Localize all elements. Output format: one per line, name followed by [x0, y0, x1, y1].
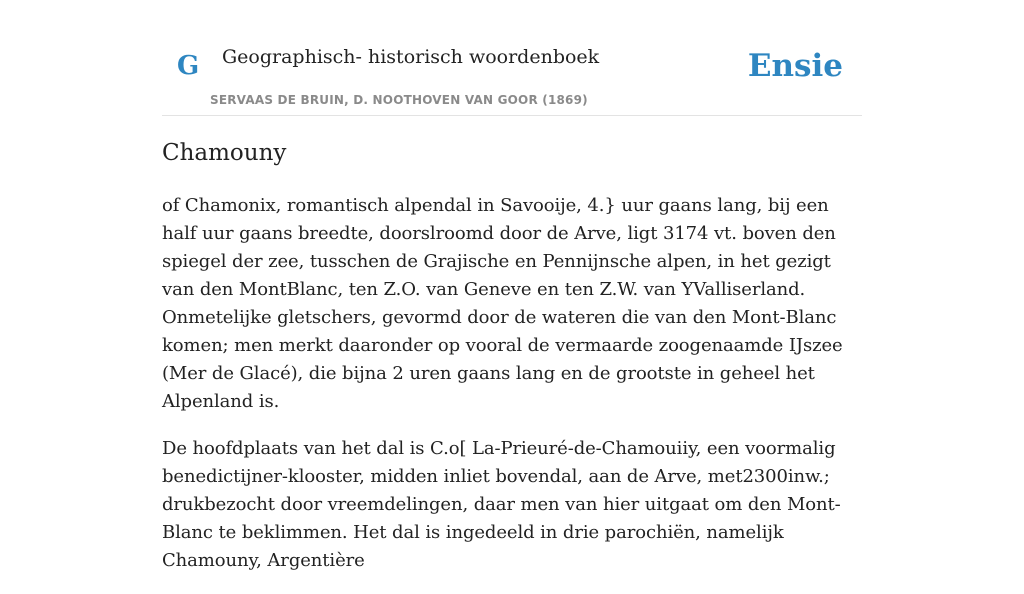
entry-paragraph: of Chamonix, romantisch alpendal in Savooije, 4.} uur gaans lang, bij een half uur gaans breedte, doorslroomd door de Arve, ligt 3174 vt. boven den spiegel der zee, tusschen de Grajische en Pennijnsche alpen, in het gezigt van den MontBlanc, ten Z.O. van Geneve en ten Z.W. van YValliserland. Onmetelijke gletschers, gevormd door de wateren die van den Mont-Blanc komen; men merkt daaronder op vooral de vermaarde zoogenaamde IJszee (Mer de Glacé), die bijna 2 uren gaans lang en de grootste in geheel het Alpenland is.: [162, 195, 843, 412]
book-logo[interactable]: G: [177, 51, 200, 81]
entry-title: Chamouny: [162, 140, 287, 166]
entry-paragraph: De hoofdplaats van het dal is C.o[ La-Prieuré-de-Chamouiiy, een voormalig benedictijner-klooster, midden inliet bovendal, aan de Arve, met2300inw.; drukbezocht door vreemdelingen, daar men van hier uitgaat om den Mont-Blanc te beklimmen. Het dal is ingedeeld in drie parochiën, namelijk Chamouny, Argentière: [162, 438, 841, 571]
book-title[interactable]: Geographisch- historisch woordenboek: [222, 46, 600, 68]
site-header: [162, 0, 862, 116]
brand-logo-link[interactable]: Ensie: [747, 48, 843, 84]
content-container: [162, 0, 862, 571]
entry-body: [162, 192, 864, 594]
book-authors: SERVAAS DE BRUIN, D. NOOTHOVEN VAN GOOR (1869): [210, 93, 588, 107]
